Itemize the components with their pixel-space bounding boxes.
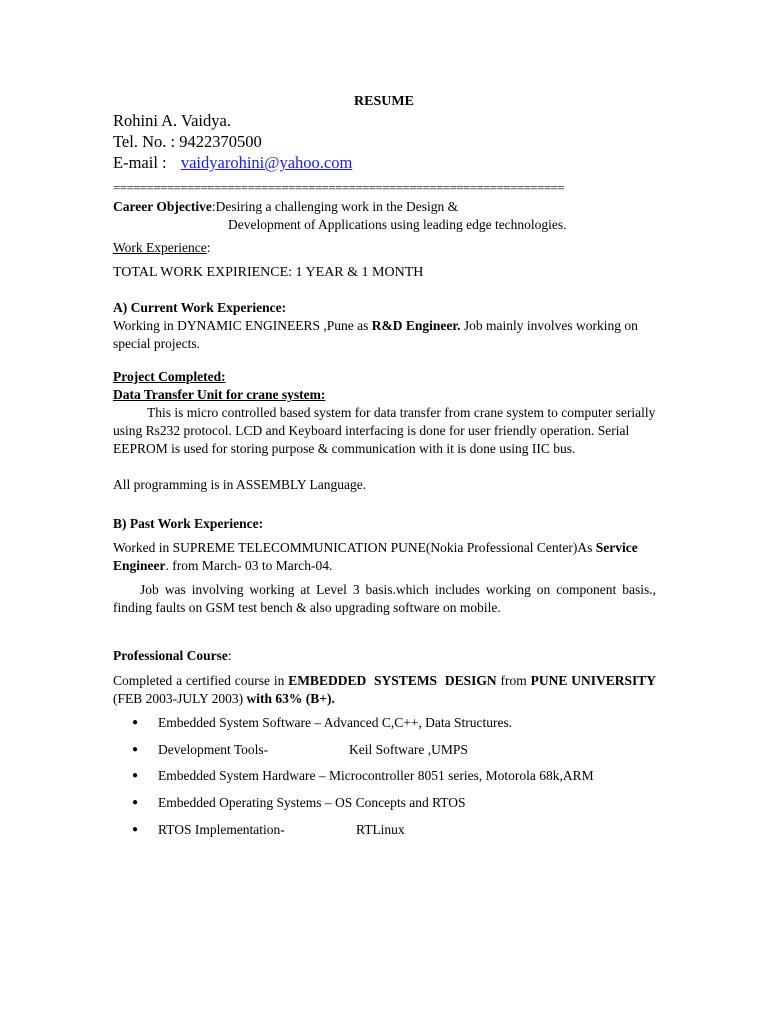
- current-work-text-1: Working in DYNAMIC ENGINEERS ,Pune as: [113, 318, 372, 333]
- professional-course-label: Professional Course: [113, 648, 228, 663]
- bullet-icon: ●: [132, 797, 139, 808]
- total-experience: TOTAL WORK EXPIRIENCE: 1 YEAR & 1 MONTH: [113, 265, 424, 280]
- past-work-description: Job was involving working at Level 3 basis.which includes working on component basis., finding faults on GSM test bench & also upgrading software on mobile.: [113, 582, 656, 615]
- project-name: Data Transfer Unit for crane system:: [113, 387, 326, 402]
- career-objective-label: Career Objective: [113, 199, 212, 214]
- course-name: EMBEDDED SYSTEMS DESIGN: [288, 673, 497, 688]
- work-experience-label: Work Experience: [113, 240, 207, 255]
- candidate-name: Rohini A. Vaidya.: [113, 111, 231, 130]
- separator-line: ===================================================================: [113, 180, 565, 195]
- course-text-1: Completed a certified course in: [113, 673, 289, 688]
- skill-label: Embedded System Hardware – Microcontroller 8051 series, Motorola 68k,ARM: [158, 768, 594, 783]
- email-row: [113, 153, 352, 173]
- past-work-heading: B) Past Work Experience:: [113, 516, 264, 531]
- project-heading: Project Completed:: [113, 369, 226, 384]
- skill-label: Embedded Operating Systems – OS Concepts and RTOS: [158, 795, 466, 810]
- bullet-icon: ●: [132, 717, 139, 728]
- past-work-text-2: . from March- 03 to March-04.: [165, 558, 333, 573]
- career-objective: [113, 198, 458, 216]
- email-label: E-mail :: [113, 153, 167, 172]
- work-experience-heading: [113, 239, 211, 257]
- past-work-role: Service Engineer: [113, 540, 638, 573]
- professional-course-colon: :: [227, 648, 232, 663]
- current-work-heading: A) Current Work Experience:: [113, 300, 287, 315]
- career-objective-line2: Development of Applications using leading edge technologies.: [228, 217, 567, 232]
- course-university: PUNE UNIVERSITY: [530, 673, 657, 688]
- current-work-text: [113, 317, 656, 353]
- current-work-role: R&D Engineer.: [371, 318, 461, 333]
- skill-label: Development Tools-: [158, 742, 269, 757]
- course-text-2: from: [496, 673, 531, 688]
- career-objective-line1: Desiring a challenging work in the Design &: [215, 199, 459, 214]
- project-language: All programming is in ASSEMBLY Language.: [113, 477, 367, 492]
- telephone: Tel. No. : 9422370500: [113, 132, 262, 151]
- skill-value: RTLinux: [356, 822, 405, 837]
- bullet-icon: ●: [132, 744, 139, 755]
- bullet-icon: ●: [132, 770, 139, 781]
- skill-value: Keil Software ,UMPS: [349, 742, 468, 757]
- past-work-text: [113, 539, 656, 575]
- course-grade: with 63% (B+).: [246, 691, 335, 706]
- page-title: RESUME: [354, 94, 414, 109]
- email-link[interactable]: vaidyarohini@yahoo.com: [180, 153, 353, 172]
- career-objective-colon: :: [211, 199, 216, 214]
- current-work-text-2: Job mainly involves working on special projects.: [113, 318, 638, 351]
- skill-label: Embedded System Software – Advanced C,C++, Data Structures.: [158, 715, 513, 730]
- past-work-text-1: Worked in SUPREME TELECOMMUNICATION PUNE(Nokia Professional Center)As: [113, 540, 596, 555]
- course-text-3: (FEB 2003-JULY 2003): [113, 691, 247, 706]
- professional-course-heading: [113, 647, 232, 665]
- skill-label: RTOS Implementation-: [158, 822, 285, 837]
- course-description: [113, 672, 656, 708]
- project-description: This is micro controlled based system for data transfer from crane system to computer serially using Rs232 protocol. LCD and Keyboard interfacing is done for user friendly operation. Serial EEPROM is used for storing purpose & communication with it is done using IIC bus.: [113, 405, 656, 456]
- bullet-icon: ●: [132, 824, 139, 835]
- work-experience-colon: :: [206, 240, 211, 255]
